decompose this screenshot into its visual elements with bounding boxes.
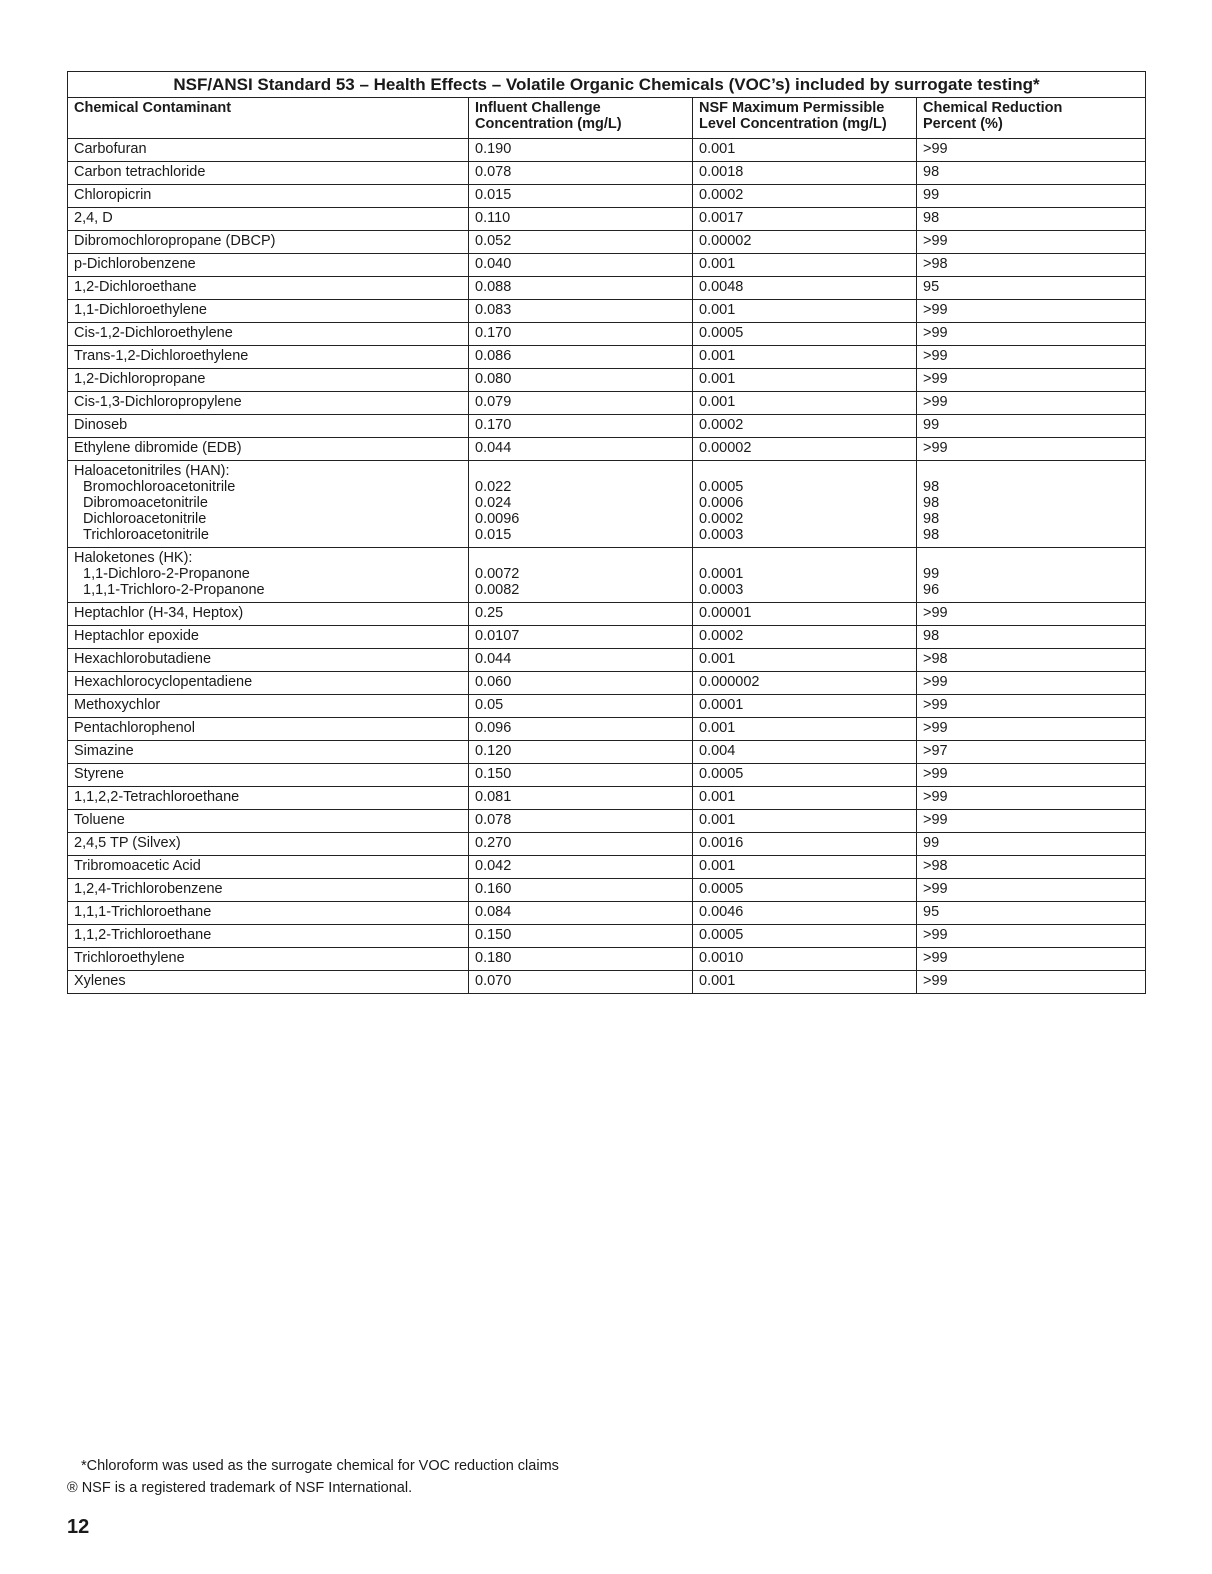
- table-group-row: [68, 461, 1146, 548]
- table-row: [68, 369, 1146, 392]
- table-row: [68, 162, 1146, 185]
- influent-cell: 0.170: [469, 323, 693, 346]
- max-level-cell: 0.0048: [693, 277, 917, 300]
- column-header: [693, 98, 917, 139]
- influent-cell-value: 0.0096: [475, 511, 520, 527]
- column-header-line: Chemical Reduction: [923, 100, 1063, 116]
- table-row: [68, 879, 1146, 902]
- influent-cell: 0.081: [469, 787, 693, 810]
- max-level-cell: 0.0005: [693, 879, 917, 902]
- reduction-cell: [917, 461, 1146, 548]
- influent-cell-value: 0.024: [475, 495, 512, 511]
- chemical-cell: 1,1,2-Trichloroethane: [68, 925, 469, 948]
- max-level-cell: 0.001: [693, 254, 917, 277]
- reduction-cell: >99: [917, 300, 1146, 323]
- table-row: [68, 254, 1146, 277]
- table-body: [68, 139, 1146, 994]
- chemical-cell: Methoxychlor: [68, 695, 469, 718]
- table-row: [68, 718, 1146, 741]
- max-level-cell: 0.004: [693, 741, 917, 764]
- reduction-cell: >99: [917, 787, 1146, 810]
- max-level-cell: [693, 461, 917, 548]
- max-level-cell: 0.001: [693, 392, 917, 415]
- influent-cell: 0.083: [469, 300, 693, 323]
- reduction-cell: >98: [917, 254, 1146, 277]
- table-row: [68, 787, 1146, 810]
- reduction-cell: 95: [917, 277, 1146, 300]
- page-number: 12: [67, 1516, 90, 1538]
- reduction-cell: >99: [917, 695, 1146, 718]
- table-row: [68, 139, 1146, 162]
- chemical-cell: Pentachlorophenol: [68, 718, 469, 741]
- chemical-cell: 1,1-Dichloroethylene: [68, 300, 469, 323]
- influent-cell: 0.015: [469, 185, 693, 208]
- table-row: [68, 649, 1146, 672]
- column-header-line: Concentration (mg/L): [475, 116, 622, 132]
- chemical-cell: 1,2-Dichloropropane: [68, 369, 469, 392]
- reduction-cell: 98: [917, 208, 1146, 231]
- influent-cell: 0.044: [469, 438, 693, 461]
- influent-cell: 0.060: [469, 672, 693, 695]
- max-level-cell: 0.0002: [693, 185, 917, 208]
- reduction-cell: >99: [917, 718, 1146, 741]
- reduction-cell: >99: [917, 346, 1146, 369]
- influent-cell: 0.044: [469, 649, 693, 672]
- table-row: [68, 810, 1146, 833]
- reduction-cell: >99: [917, 672, 1146, 695]
- footnote-trademark: ® NSF is a registered trademark of NSF International.: [67, 1480, 413, 1496]
- table-row: [68, 764, 1146, 787]
- chemical-cell: Heptachlor (H-34, Heptox): [68, 603, 469, 626]
- chemical-cell: p-Dichlorobenzene: [68, 254, 469, 277]
- table-row: [68, 626, 1146, 649]
- table-title: NSF/ANSI Standard 53 – Health Effects – Volatile Organic Chemicals (VOC’s) included by surrogate testing*: [68, 72, 1146, 98]
- chemical-cell: Styrene: [68, 764, 469, 787]
- influent-cell: 0.040: [469, 254, 693, 277]
- max-level-cell: 0.0001: [693, 695, 917, 718]
- reduction-cell-value: 98: [923, 495, 940, 511]
- influent-cell-value: 0.015: [475, 527, 512, 543]
- max-level-cell: 0.00002: [693, 231, 917, 254]
- influent-cell: 0.086: [469, 346, 693, 369]
- reduction-cell-value: 96: [923, 582, 940, 598]
- max-level-cell-value: 0.0003: [699, 582, 744, 598]
- chemical-cell: Cis-1,3-Dichloropropylene: [68, 392, 469, 415]
- table-row: [68, 672, 1146, 695]
- influent-cell-value: 0.022: [475, 479, 512, 495]
- max-level-cell: 0.001: [693, 787, 917, 810]
- table-row: [68, 833, 1146, 856]
- influent-cell: 0.084: [469, 902, 693, 925]
- influent-cell: [469, 548, 693, 603]
- reduction-cell: >98: [917, 649, 1146, 672]
- chemical-cell: Toluene: [68, 810, 469, 833]
- influent-cell: 0.05: [469, 695, 693, 718]
- column-header-line: NSF Maximum Permissible: [699, 100, 885, 116]
- max-level-cell-value: 0.0006: [699, 495, 744, 511]
- group-label: Haloketones (HK):: [74, 550, 193, 566]
- reduction-cell: >99: [917, 323, 1146, 346]
- influent-cell: 0.088: [469, 277, 693, 300]
- table-row: [68, 277, 1146, 300]
- reduction-cell: >97: [917, 741, 1146, 764]
- max-level-cell-value: 0.0001: [699, 566, 744, 582]
- reduction-cell: [917, 548, 1146, 603]
- reduction-cell: >99: [917, 139, 1146, 162]
- table-row: [68, 185, 1146, 208]
- influent-cell: 0.080: [469, 369, 693, 392]
- influent-cell: 0.078: [469, 162, 693, 185]
- table-row: [68, 971, 1146, 994]
- reduction-cell: >99: [917, 879, 1146, 902]
- column-header-line: Influent Challenge: [475, 100, 601, 116]
- column-header: [68, 98, 469, 139]
- influent-cell: 0.0107: [469, 626, 693, 649]
- sub-chemical: Trichloroacetonitrile: [83, 527, 209, 543]
- table-header-row: [68, 98, 1146, 139]
- max-level-cell: 0.0005: [693, 764, 917, 787]
- reduction-cell: >99: [917, 764, 1146, 787]
- influent-cell: 0.120: [469, 741, 693, 764]
- table-row: [68, 741, 1146, 764]
- chemical-cell: 2,4,5 TP (Silvex): [68, 833, 469, 856]
- influent-cell: 0.25: [469, 603, 693, 626]
- table-row: [68, 300, 1146, 323]
- chemical-cell: Carbofuran: [68, 139, 469, 162]
- max-level-cell: 0.001: [693, 346, 917, 369]
- chemical-cell: Xylenes: [68, 971, 469, 994]
- chemical-cell: Ethylene dibromide (EDB): [68, 438, 469, 461]
- reduction-cell: >98: [917, 856, 1146, 879]
- column-header-line: Level Concentration (mg/L): [699, 116, 887, 132]
- chemical-cell: Heptachlor epoxide: [68, 626, 469, 649]
- reduction-cell: 99: [917, 185, 1146, 208]
- influent-cell: 0.170: [469, 415, 693, 438]
- group-label: Haloacetonitriles (HAN):: [74, 463, 230, 479]
- chemical-cell: Cis-1,2-Dichloroethylene: [68, 323, 469, 346]
- chemical-cell: 1,1,2,2-Tetrachloroethane: [68, 787, 469, 810]
- influent-cell: 0.150: [469, 925, 693, 948]
- sub-chemical: Bromochloroacetonitrile: [83, 479, 236, 495]
- influent-cell: 0.270: [469, 833, 693, 856]
- column-header: [917, 98, 1146, 139]
- table-row: [68, 925, 1146, 948]
- chemical-cell: Chloropicrin: [68, 185, 469, 208]
- table-row: [68, 208, 1146, 231]
- chemical-cell: Hexachlorobutadiene: [68, 649, 469, 672]
- reduction-cell: 98: [917, 162, 1146, 185]
- max-level-cell: 0.00002: [693, 438, 917, 461]
- reduction-cell-value: 98: [923, 527, 940, 543]
- max-level-cell: 0.001: [693, 139, 917, 162]
- chemical-cell: Trichloroethylene: [68, 948, 469, 971]
- reduction-cell-value: 98: [923, 511, 940, 527]
- max-level-cell: 0.0018: [693, 162, 917, 185]
- chemical-cell: [68, 461, 469, 548]
- chemical-cell: 1,2,4-Trichlorobenzene: [68, 879, 469, 902]
- influent-cell: 0.190: [469, 139, 693, 162]
- table-row: [68, 603, 1146, 626]
- table-row: [68, 438, 1146, 461]
- chemical-cell: Dinoseb: [68, 415, 469, 438]
- reduction-cell-value: 98: [923, 479, 940, 495]
- chemical-cell: 2,4, D: [68, 208, 469, 231]
- max-level-cell: 0.001: [693, 718, 917, 741]
- table-row: [68, 346, 1146, 369]
- sub-chemical: Dibromoacetonitrile: [83, 495, 208, 511]
- reduction-cell: >99: [917, 948, 1146, 971]
- table-row: [68, 392, 1146, 415]
- reduction-cell: >99: [917, 392, 1146, 415]
- influent-cell: 0.150: [469, 764, 693, 787]
- voc-table: [67, 71, 1146, 994]
- influent-cell: 0.110: [469, 208, 693, 231]
- max-level-cell: 0.0002: [693, 415, 917, 438]
- max-level-cell-value: 0.0002: [699, 511, 744, 527]
- influent-cell: 0.096: [469, 718, 693, 741]
- reduction-cell: 95: [917, 902, 1146, 925]
- max-level-cell: 0.001: [693, 369, 917, 392]
- column-header-line: Percent (%): [923, 116, 1003, 132]
- chemical-cell: Hexachlorocyclopentadiene: [68, 672, 469, 695]
- max-level-cell-value: 0.0003: [699, 527, 744, 543]
- max-level-cell: 0.001: [693, 856, 917, 879]
- sub-chemical: Dichloroacetonitrile: [83, 511, 207, 527]
- max-level-cell: 0.001: [693, 649, 917, 672]
- footnote-surrogate: *Chloroform was used as the surrogate chemical for VOC reduction claims: [81, 1458, 559, 1474]
- reduction-cell: 99: [917, 415, 1146, 438]
- max-level-cell: 0.001: [693, 300, 917, 323]
- table-row: [68, 948, 1146, 971]
- table-group-row: [68, 548, 1146, 603]
- influent-cell: 0.079: [469, 392, 693, 415]
- table-row: [68, 856, 1146, 879]
- max-level-cell: 0.0005: [693, 323, 917, 346]
- reduction-cell: >99: [917, 231, 1146, 254]
- reduction-cell: >99: [917, 438, 1146, 461]
- chemical-cell: Dibromochloropropane (DBCP): [68, 231, 469, 254]
- influent-cell: 0.052: [469, 231, 693, 254]
- reduction-cell: >99: [917, 971, 1146, 994]
- chemical-cell: Tribromoacetic Acid: [68, 856, 469, 879]
- column-header-line: Chemical Contaminant: [74, 100, 232, 116]
- chemical-cell: 1,2-Dichloroethane: [68, 277, 469, 300]
- max-level-cell: 0.001: [693, 971, 917, 994]
- max-level-cell: [693, 548, 917, 603]
- reduction-cell: >99: [917, 925, 1146, 948]
- column-header: [469, 98, 693, 139]
- max-level-cell: 0.0016: [693, 833, 917, 856]
- max-level-cell: 0.000002: [693, 672, 917, 695]
- influent-cell: 0.078: [469, 810, 693, 833]
- max-level-cell: 0.0002: [693, 626, 917, 649]
- influent-cell-value: 0.0082: [475, 582, 520, 598]
- max-level-cell: 0.0005: [693, 925, 917, 948]
- influent-cell-value: 0.0072: [475, 566, 520, 582]
- influent-cell: 0.180: [469, 948, 693, 971]
- chemical-cell: Trans-1,2-Dichloroethylene: [68, 346, 469, 369]
- chemical-cell: 1,1,1-Trichloroethane: [68, 902, 469, 925]
- reduction-cell: 98: [917, 626, 1146, 649]
- influent-cell: [469, 461, 693, 548]
- reduction-cell-value: 99: [923, 566, 940, 582]
- sub-chemical: 1,1,1-Trichloro-2-Propanone: [83, 582, 265, 598]
- max-level-cell: 0.001: [693, 810, 917, 833]
- reduction-cell: >99: [917, 603, 1146, 626]
- sub-chemical: 1,1-Dichloro-2-Propanone: [83, 566, 250, 582]
- influent-cell: 0.042: [469, 856, 693, 879]
- influent-cell: 0.160: [469, 879, 693, 902]
- chemical-cell: Carbon tetrachloride: [68, 162, 469, 185]
- chemical-cell: Simazine: [68, 741, 469, 764]
- table-row: [68, 695, 1146, 718]
- influent-cell: 0.070: [469, 971, 693, 994]
- max-level-cell-value: 0.0005: [699, 479, 744, 495]
- reduction-cell: 99: [917, 833, 1146, 856]
- reduction-cell: >99: [917, 369, 1146, 392]
- reduction-cell: >99: [917, 810, 1146, 833]
- max-level-cell: 0.0017: [693, 208, 917, 231]
- table-row: [68, 902, 1146, 925]
- max-level-cell: 0.0010: [693, 948, 917, 971]
- table-row: [68, 415, 1146, 438]
- max-level-cell: 0.00001: [693, 603, 917, 626]
- table-row: [68, 323, 1146, 346]
- max-level-cell: 0.0046: [693, 902, 917, 925]
- table-row: [68, 231, 1146, 254]
- chemical-cell: [68, 548, 469, 603]
